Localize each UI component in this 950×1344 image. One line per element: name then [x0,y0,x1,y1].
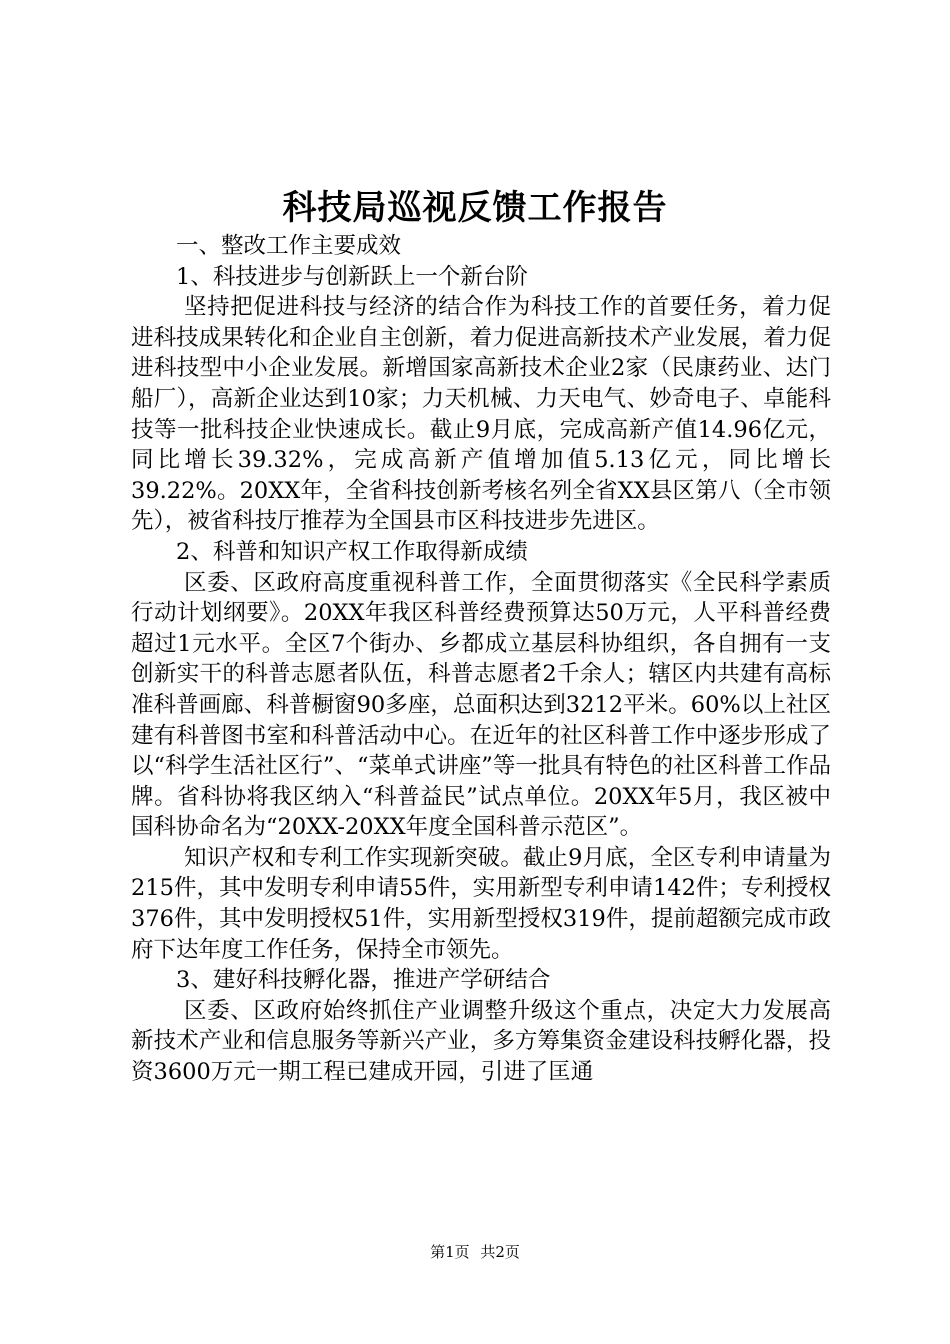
document-title: 科技局巡视反馈工作报告 [282,188,668,228]
body-paragraph: 坚持把促进科技与经济的结合作为科技工作的首要任务，着力促进科技成果转化和企业自主创新，着力促进高新技术产业发展，着力促进科技型中小企业发展。新增国家高新技术企业2家（民康药业、达门船厂），高新企业达到10家；力天机械、力天电气、妙奇电子、卓能科技等一批科技企业快速成长。截止9月底，完成高新产值14.96亿元，同比增长39.32%，完成高新产值增加值5.13亿元，同比增长39.22%。20XX年，全省科技创新考核名列全省XX县区第八（全市领先），被省科技厅推荐为全国县市区科技进步先进区。 [131,294,831,535]
document-body [131,231,831,1088]
section-heading: 一、整改工作主要成效 [176,233,402,259]
body-paragraph: 区委、区政府高度重视科普工作，全面贯彻落实《全民科学素质行动计划纲要》。20XX年我区科普经费预算达50万元，人平科普经费超过1元水平。全区7个街办、乡都成立基层科协组织，各自拥有一支创新实干的科普志愿者队伍，科普志愿者2千余人；辖区内共建有高标准科普画廊、科普橱窗90多座，总面积达到3212平米。60%以上社区建有科普图书室和科普活动中心。在近年的社区科普工作中逐步形成了以“科学生活社区行”、“菜单式讲座”等一批具有特色的社区科普工作品牌。省科协将我区纳入“科普益民”试点单位。20XX年5月，我区被中国科协命名为“20XX-20XX年度全国科普示范区”。 [131,569,831,841]
subsection-heading: 2、科普和知识产权工作取得新成绩 [176,538,528,565]
page-total: 共2页 [480,1243,520,1261]
page-footer [0,1242,950,1262]
subsection-heading: 3、建好科技孵化器，推进产学研结合 [176,967,551,994]
body-paragraph: 知识产权和专利工作实现新突破。截止9月底，全区专利申请量为215件，其中发明专利申请55件，实用新型专利申请142件；专利授权376件，其中发明授权51件，实用新型授权319件，提前超额完成市政府下达年度工作任务，保持全市领先。 [131,844,831,963]
subsection-heading: 1、科技进步与创新跃上一个新台阶 [176,263,528,290]
page-number: 第1页 [430,1243,470,1261]
body-paragraph: 区委、区政府始终抓住产业调整升级这个重点，决定大力发展高新技术产业和信息服务等新兴产业，多方筹集资金建设科技孵化器，投资3600万元一期工程已建成开园，引进了匡通 [131,997,831,1086]
